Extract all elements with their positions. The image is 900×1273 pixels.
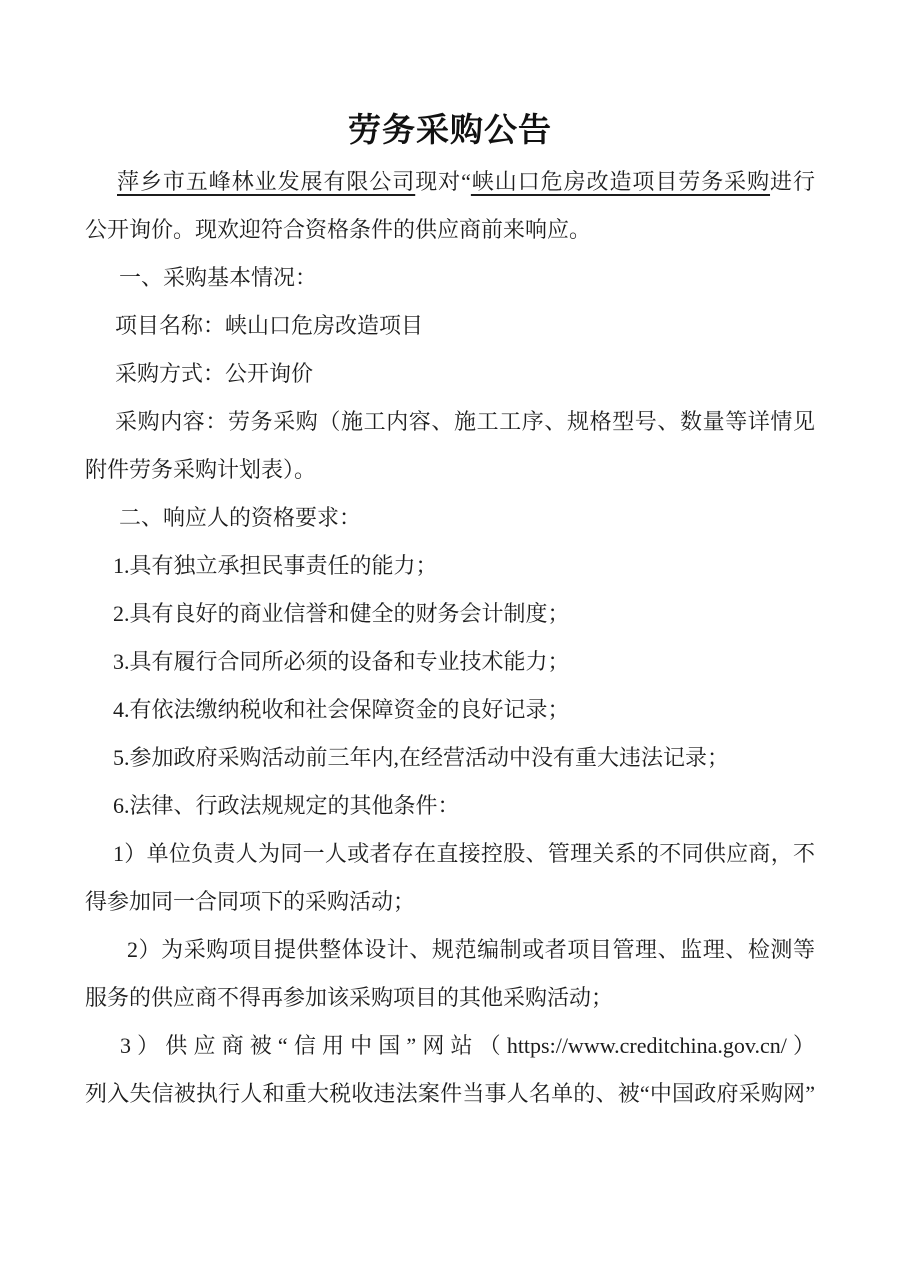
- clause-3-line-2: 列入失信被执行人和重大税收违法案件当事人名单的、被“中国政府采购网”: [85, 1081, 815, 1106]
- requirement-6: 6.法律、行政法规规定的其他条件：: [113, 793, 460, 818]
- field-project-name: 项目名称：峡山口危房改造项目: [115, 313, 424, 338]
- clause-3-suffix-text: ）: [786, 1033, 815, 1058]
- field-procurement-content-line-2: 附件劳务采购计划表）。: [85, 457, 317, 482]
- clause-2-line-1: 2）为采购项目提供整体设计、规范编制或者项目管理、监理、检测等: [127, 937, 815, 962]
- clause-2-line-2: 服务的供应商不得再参加该采购项目的其他采购活动；: [85, 985, 614, 1010]
- intro-line-2: 公开询价。现欢迎符合资格条件的供应商前来响应。: [85, 217, 592, 242]
- requirement-1: 1.具有独立承担民事责任的能力；: [113, 553, 438, 578]
- requirement-5: 5.参加政府采购活动前三年内,在经营活动中没有重大违法记录；: [113, 745, 730, 770]
- clause-3-prefix-text: 3）供应商被“信用中国”网站（: [120, 1033, 507, 1058]
- field-procurement-method: 采购方式：公开询价: [115, 361, 314, 386]
- requirement-4: 4.有依法缴纳税收和社会保障资金的良好记录；: [113, 697, 570, 722]
- credit-china-url: https://www.creditchina.gov.cn/: [506, 1033, 787, 1058]
- clause-1-line-1: 1）单位负责人为同一人或者存在直接控股、管理关系的不同供应商，不: [113, 841, 815, 866]
- document-title: 劳务采购公告: [348, 113, 552, 149]
- intro-connector-text: 现对“: [415, 169, 471, 194]
- requirement-2: 2.具有良好的商业信誉和健全的财务会计制度；: [113, 601, 570, 626]
- requirement-3: 3.具有履行合同所必须的设备和专业技术能力；: [113, 649, 570, 674]
- section-2-heading: 二、响应人的资格要求：: [119, 505, 362, 530]
- project-procurement-name: 峡山口危房改造项目劳务采购: [470, 169, 771, 194]
- field-procurement-content-line-1: 采购内容：劳务采购（施工内容、施工工序、规格型号、数量等详情见: [115, 409, 815, 434]
- clause-3-line-1: [85, 1022, 815, 1070]
- section-1-heading: 一、采购基本情况：: [119, 265, 318, 290]
- clause-1-line-2: 得参加同一合同项下的采购活动；: [85, 889, 416, 914]
- document-body: [85, 156, 815, 1118]
- intro-tail-text: 进行: [770, 169, 815, 194]
- buyer-name: 萍乡市五峰林业发展有限公司: [117, 169, 416, 194]
- intro-line-1: [85, 158, 815, 206]
